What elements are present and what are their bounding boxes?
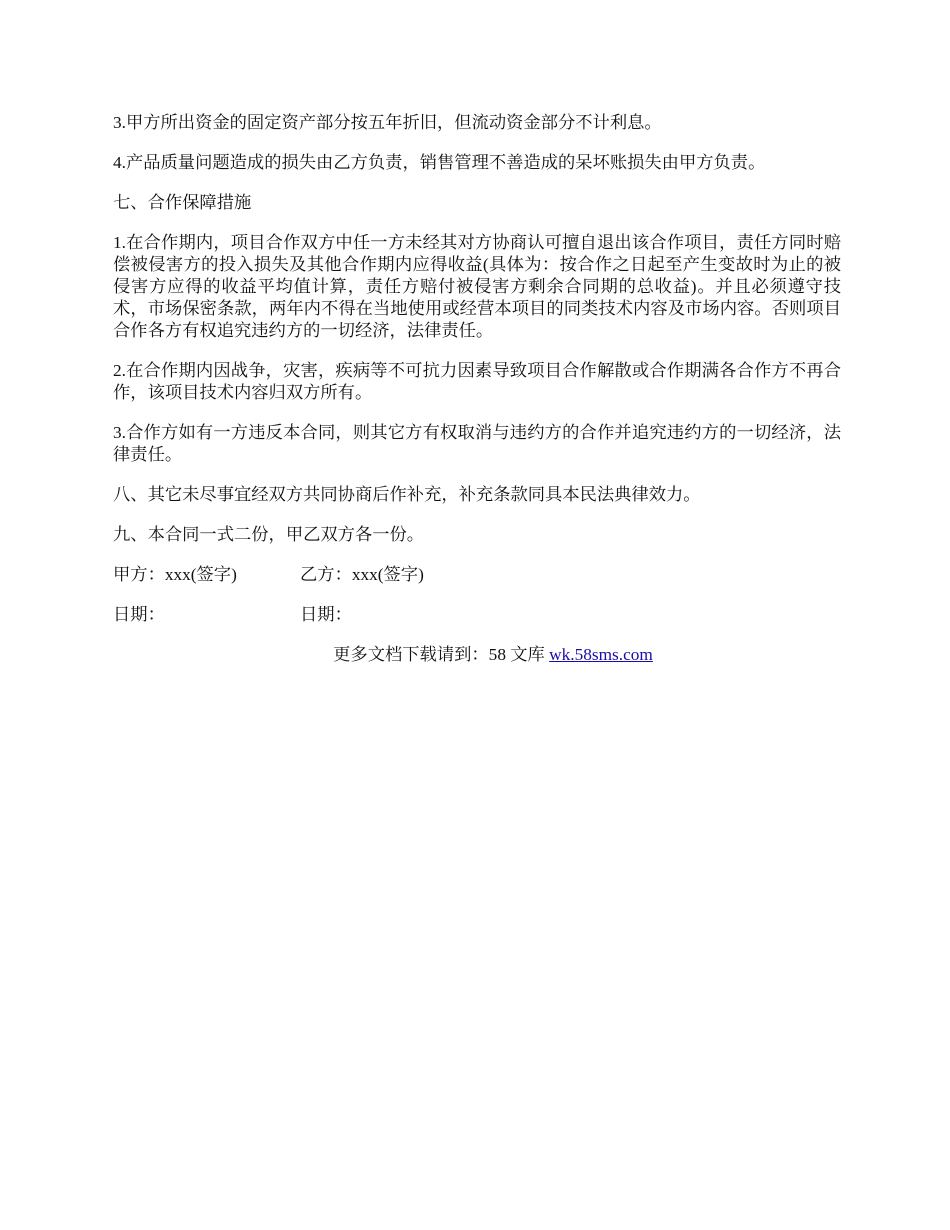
date-row [113, 604, 841, 626]
clause-3-depreciation: 3.甲方所出资金的固定资产部分按五年折旧，但流动资金部分不计利息。 [113, 113, 662, 132]
party-b-date: 日期： [300, 605, 352, 624]
footer-link[interactable]: wk.58sms.com [549, 645, 653, 664]
section-8-supplement: 八、其它未尽事宜经双方共同协商后作补充，补充条款同具本民法典律效力。 [113, 485, 701, 504]
party-a-date: 日期： [113, 605, 165, 624]
party-b-signature: 乙方：xxx(签字) [300, 565, 424, 584]
footer-note [113, 644, 841, 666]
document-body [113, 112, 841, 666]
clause-7-3-breach: 3.合作方如有一方违反本合同，则其它方有权取消与违约方的合作并追究违约方的一切经济，法律责任。 [113, 423, 841, 464]
section-9-copies: 九、本合同一式二份，甲乙双方各一份。 [113, 525, 425, 544]
footer-text: 更多文档下载请到：58 文库 [333, 645, 550, 664]
signature-row [113, 564, 841, 586]
party-a-signature: 甲方：xxx(签字) [113, 565, 237, 584]
section-heading-7: 七、合作保障措施 [113, 193, 252, 212]
clause-4-loss-responsibility: 4.产品质量问题造成的损失由乙方负责，销售管理不善造成的呆坏账损失由甲方负责。 [113, 153, 766, 172]
clause-7-2-force-majeure: 2.在合作期内因战争，灾害，疾病等不可抗力因素导致项目合作解散或合作期满各合作方不再合作，该项目技术内容归双方所有。 [113, 361, 841, 402]
clause-7-1-withdrawal: 1.在合作期内，项目合作双方中任一方未经其对方协商认可擅自退出该合作项目，责任方同时赔偿被侵害方的投入损失及其他合作期内应得收益(具体为：按合作之日起至产生变故时为止的被侵害方应得的收益平均值计算，责任方赔付被侵害方剩余合同期的总收益)。并且必须遵守技术，市场保密条款，两年内不得在当地使用或经营本项目的同类技术内容及市场内容。否则项目合作各方有权追究违约方的一切经济，法律责任。 [113, 233, 841, 340]
